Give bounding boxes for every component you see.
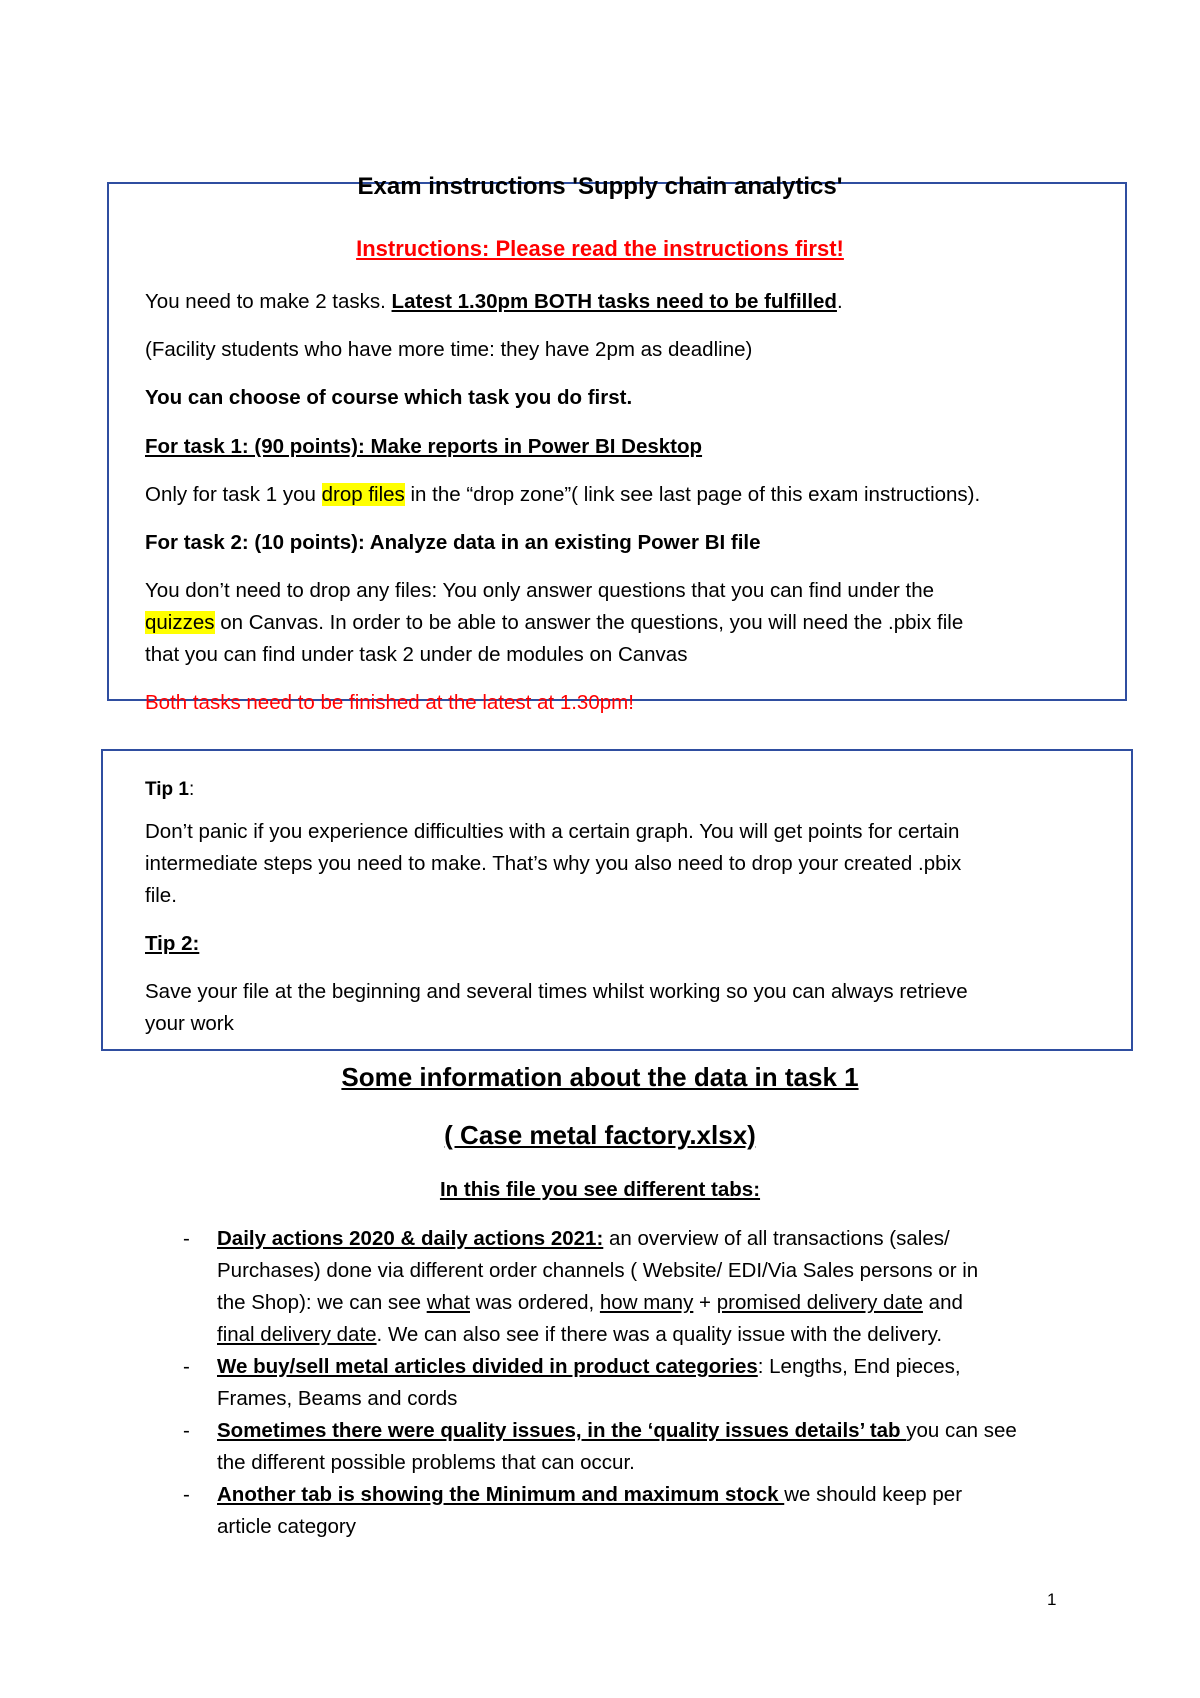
bullet1-line2: Purchases) done via different order channels ( Website/ EDI/Via Sales persons or in [217, 1259, 979, 1282]
bullet1-line3-pre: the Shop): we can see [217, 1291, 427, 1314]
bullet3-line1 [217, 1415, 1017, 1447]
tasks-count-line [145, 286, 843, 318]
task1-drop-pre: Only for task 1 you [145, 483, 322, 506]
tip1-line2: intermediate steps you need to make. That’s why you also need to drop your created .pbix [145, 852, 962, 875]
tip1-label-text: Tip 1 [145, 779, 189, 800]
bullet-dash-1: - [183, 1227, 190, 1250]
tabs-intro: In this file you see different tabs: [439, 1178, 761, 1201]
bullet1-promised-date: promised delivery date [716, 1291, 923, 1314]
bullet1-line1 [217, 1223, 950, 1255]
task2-text-line1: You don’t need to drop any files: You only answer questions that you can find under the [145, 579, 935, 602]
bullet2-line1-rest: : Lengths, End pieces, [757, 1355, 961, 1378]
quizzes-highlight: quizzes [145, 611, 215, 634]
bullet4-line1 [217, 1479, 962, 1511]
task1-heading: For task 1: (90 points): Make reports in Power BI Desktop [145, 435, 703, 458]
bullet1-line3-post: and [922, 1291, 963, 1314]
bullet1-line3-mid: was ordered, [470, 1291, 600, 1314]
bullet3-line1-rest: you can see [906, 1419, 1017, 1442]
tasks-count-pre: You need to make 2 tasks. [145, 290, 392, 313]
bullet4-lead: Another tab is showing the Minimum and maximum stock [217, 1483, 785, 1506]
bullet-dash-3: - [183, 1419, 190, 1442]
section-heading: Some information about the data in task 1 [341, 1062, 859, 1092]
tip1-colon: : [189, 779, 195, 800]
bullet1-line4-rest: . We can also see if there was a quality issue with the delivery. [376, 1323, 943, 1346]
bullet-dash-2: - [183, 1355, 190, 1378]
page-title: Exam instructions 'Supply chain analytics' [357, 173, 843, 200]
bullet2-lead: We buy/sell metal articles divided in product categories [217, 1355, 758, 1378]
bullet2-line2: Frames, Beams and cords [217, 1387, 458, 1410]
bullet1-line1-rest: an overview of all transactions (sales/ [603, 1227, 950, 1250]
task2-text-line2-rest: on Canvas. In order to be able to answer the questions, you will need the .pbix file [214, 611, 964, 634]
instructions-heading-text: Instructions: Please read the instructions first! [356, 236, 844, 261]
tip2-line2: your work [145, 1012, 234, 1035]
choose-task-line: You can choose of course which task you do first. [145, 386, 633, 409]
bullet1-line3 [217, 1287, 963, 1319]
bullet-dash-4: - [183, 1483, 190, 1506]
tip1-line1: Don’t panic if you experience difficulties with a certain graph. You will get points for certain [145, 820, 960, 843]
tip2-label: Tip 2: [145, 932, 200, 955]
tip1-line3: file. [145, 884, 177, 907]
bullet1-line3-plus: + [693, 1291, 717, 1314]
instructions-heading [0, 233, 1200, 265]
bullet2-line1 [217, 1351, 961, 1383]
task2-text-line2 [145, 607, 963, 639]
bullet1-lead: Daily actions 2020 & daily actions 2021: [217, 1227, 604, 1250]
tip2-line1: Save your file at the beginning and several times whilst working so you can always retrieve [145, 980, 968, 1003]
bullet3-lead: Sometimes there were quality issues, in the ‘quality issues details’ tab [217, 1419, 907, 1442]
task1-drop-line [145, 479, 980, 511]
tasks-count-post: . [836, 290, 843, 313]
bullet1-line4 [217, 1319, 942, 1351]
bullet1-what: what [426, 1291, 470, 1314]
bullet1-final-date: final delivery date [217, 1323, 377, 1346]
bullet3-line2: the different possible problems that can occur. [217, 1451, 635, 1474]
task1-drop-post: in the “drop zone”( link see last page of this exam instructions). [404, 483, 981, 506]
bullet4-line1-rest: we should keep per [784, 1483, 963, 1506]
bullet1-how-many: how many [599, 1291, 694, 1314]
tip1-label [145, 774, 194, 806]
drop-files-highlight: drop files [321, 483, 405, 506]
deadline-warning: Both tasks need to be finished at the latest at 1.30pm! [145, 691, 634, 714]
task2-text-line3: that you can find under task 2 under de modules on Canvas [145, 643, 688, 666]
facility-line: (Facility students who have more time: they have 2pm as deadline) [145, 338, 753, 361]
file-heading: ( Case metal factory.xlsx) [444, 1120, 756, 1150]
bullet4-line2: article category [217, 1515, 357, 1538]
task2-heading: For task 2: (10 points): Analyze data in an existing Power BI file [145, 531, 761, 554]
tasks-deadline-emph: Latest 1.30pm BOTH tasks need to be fulfilled [391, 290, 837, 313]
page-number: 1 [1047, 1590, 1057, 1609]
